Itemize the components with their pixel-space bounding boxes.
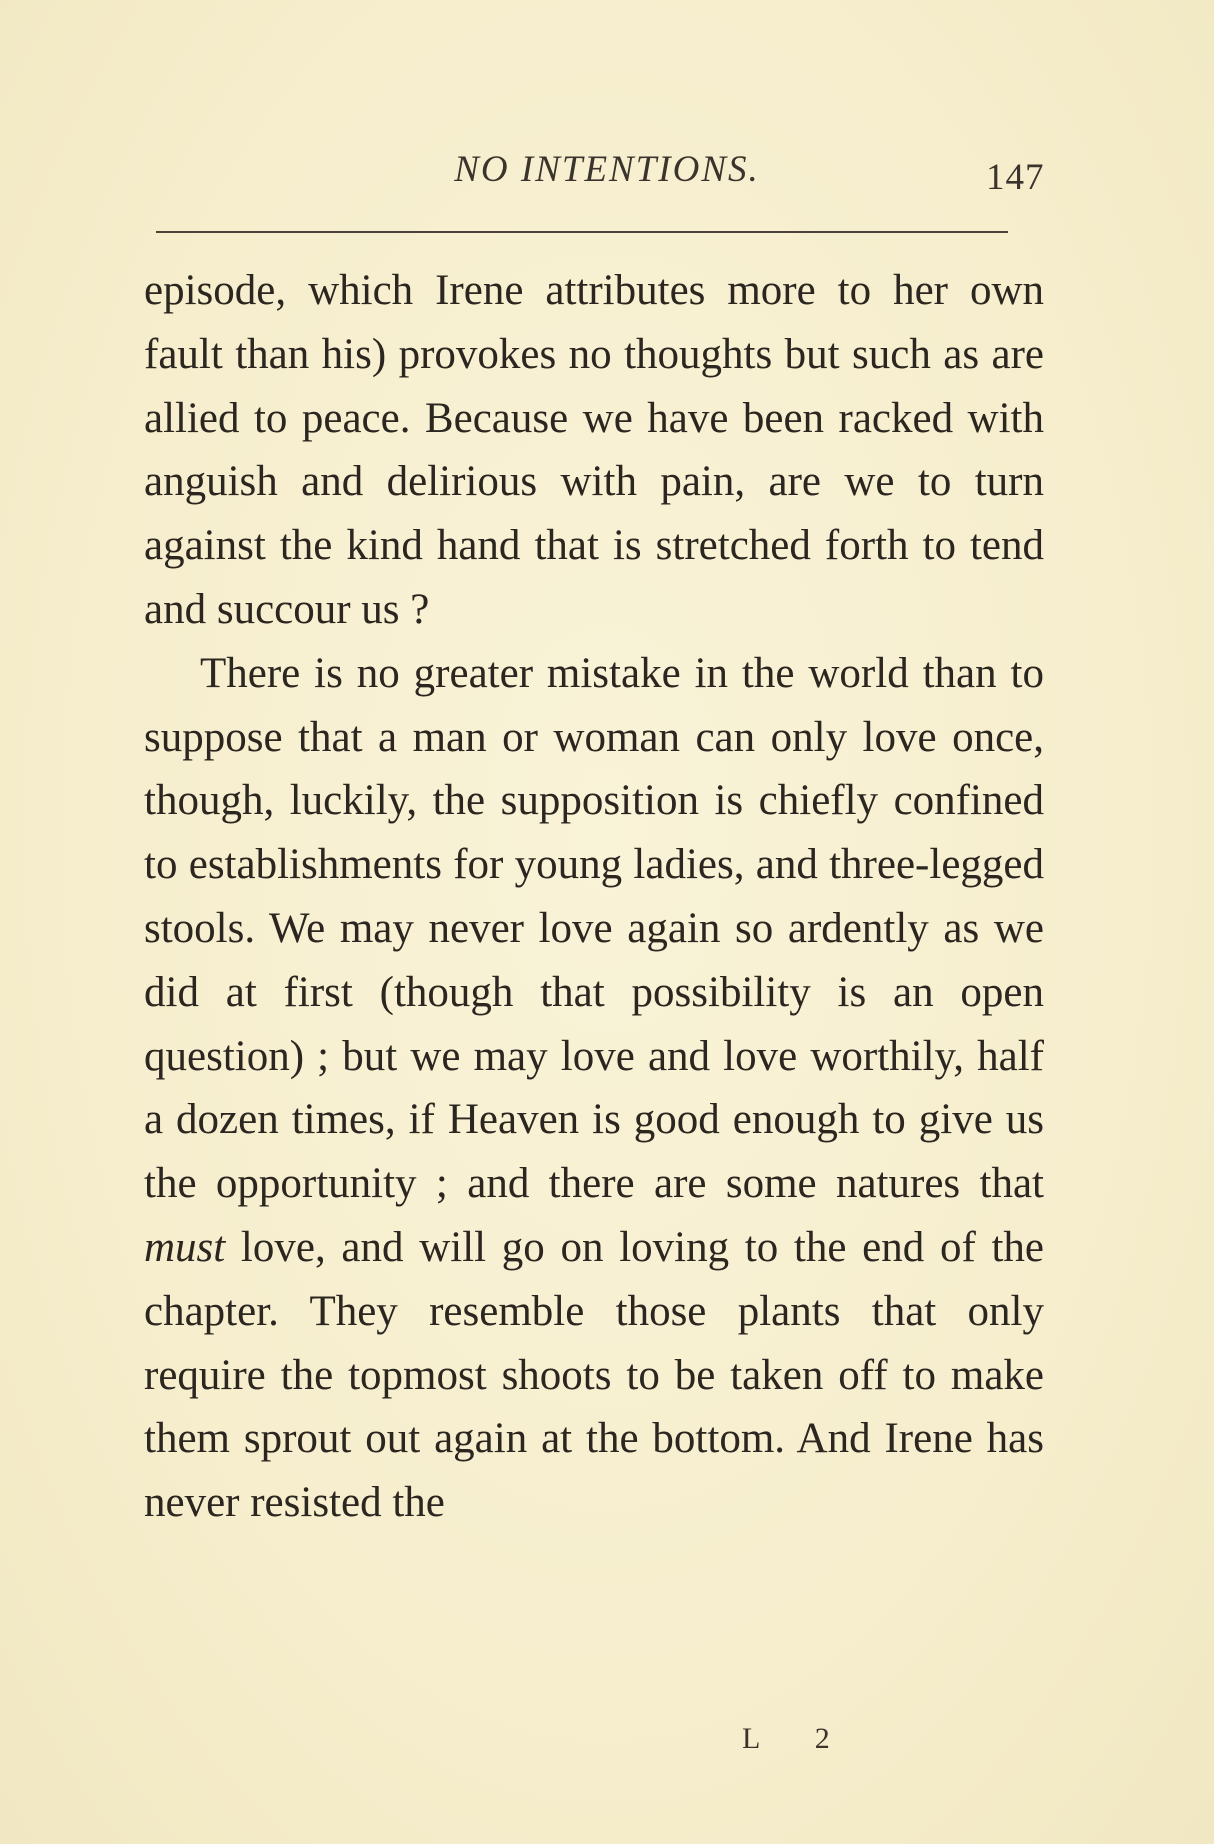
running-head: NO INTENTIONS. bbox=[454, 149, 760, 190]
body-text bbox=[144, 259, 1044, 1535]
page-number: 147 bbox=[986, 157, 1045, 198]
emphasis-must: must bbox=[144, 1223, 226, 1271]
paragraph-2-text-end: love, and will go on loving to the end of the chapter. They resemble those plants that only require the topmost shoots to be taken off to make them sprout out again at the bottom. And Irene has never resisted the bbox=[144, 1223, 1044, 1527]
paragraph-2-text-start: There is no greater mistake in the world than to suppose that a man or woman can only love once, though, luckily, the supposition is chiefly confined to establishments for young ladies, and three-legged stools. We may never love again so ardently as we did at first (though that possibility is an open question) ; but we may love and love worthily, half a dozen times, if Heaven is good enough to give us the opportunity ; and there are some natures that bbox=[144, 649, 1044, 1208]
signature-mark: L 2 bbox=[742, 1722, 854, 1755]
header-rule bbox=[156, 231, 1008, 233]
paragraph-2 bbox=[144, 642, 1044, 1535]
paragraph-1: episode, which Irene attributes more to her own fault than his) provokes no thoughts but such as are allied to peace. Because we have been racked with anguish and delirious with pain, are we to turn against the kind hand that is stretched forth to tend and succour us ? bbox=[144, 267, 1044, 633]
